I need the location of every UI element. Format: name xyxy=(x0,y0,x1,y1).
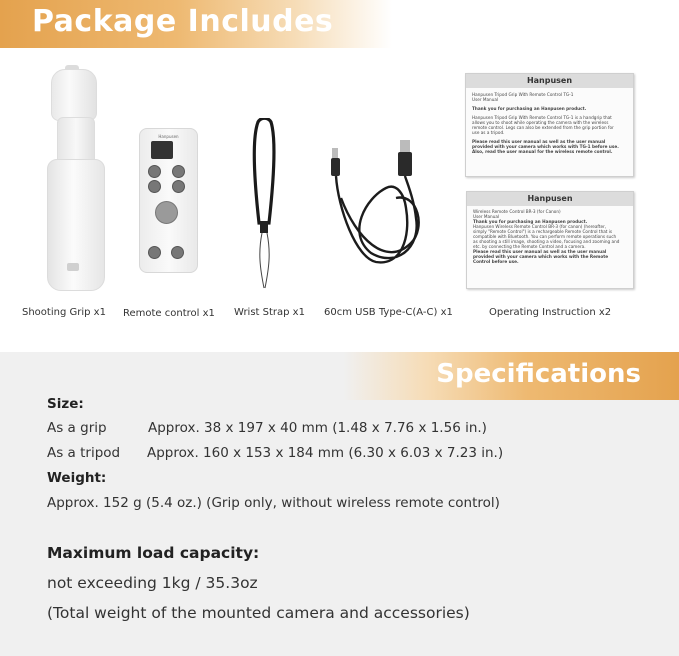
tripod-label: As a tripod xyxy=(47,445,121,461)
manual-brand: Hanpusen xyxy=(466,74,633,88)
max-load-value: not exceeding 1kg / 35.3oz xyxy=(47,574,258,592)
weight-label: Weight: xyxy=(47,470,107,486)
item-label-remote-control: Remote control x1 xyxy=(123,308,215,319)
specifications-banner xyxy=(343,352,679,400)
item-label-operating-instruction: Operating Instruction x2 xyxy=(489,307,612,318)
remote-brand: Hanpusen xyxy=(158,134,179,139)
tripod-value: Approx. 160 x 153 x 184 mm (6.30 x 6.03 x 7.23 in.) xyxy=(147,445,504,461)
specifications-title: Specifications xyxy=(436,359,641,389)
size-label: Size: xyxy=(47,396,84,412)
manual-tripod-grip: Hanpusen Hanpusen Tripod Grip With Remote Control TG-1 User Manual Thank you for purchasing an Hanpusen product. Hanpusen Tripod Grip With Remote Control TG-1 is a handgrip that allows you to shoot while operating the camera with the wireless remote control. Legs can also be extended from the grip portion for use as a tripod. Please read this user manual as well as the user manual provided with your camera which works with TG-1 before use. Also, read the user manual for the wireless remote control. xyxy=(465,73,634,177)
weight-value: Approx. 152 g (5.4 oz.) (Grip only, without wireless remote control) xyxy=(47,495,500,511)
remote-control-image xyxy=(139,128,198,273)
shooting-grip-image xyxy=(43,65,105,290)
grip-value: Approx. 38 x 197 x 40 mm (1.48 x 7.76 x 1.56 in.) xyxy=(148,420,487,436)
wrist-strap-image xyxy=(250,118,280,290)
grip-label: As a grip xyxy=(47,420,107,436)
item-label-shooting-grip: Shooting Grip x1 xyxy=(22,307,106,318)
item-label-wrist-strap: Wrist Strap x1 xyxy=(234,307,305,318)
manual-remote-control: Hanpusen Wireless Remote Control BR-3 (for Canon) User Manual Thank you for purchasing an Hanpusen product. Hanpusen Wireless Remote Control BR-3 (for canon) (hereafter, simply "Remote Control") is a rechargeable Remote Control that is compatible with Bluetooth. You can perform remote operations such as shooting a still image, shooting a video, focusing and zooming and etc. by connecting the Remote Control and a camera. Please read this user manual as well as the user manual provided with your camera which works with the Remote Control before use. xyxy=(466,191,634,289)
max-load-label: Maximum load capacity: xyxy=(47,544,260,562)
item-label-usb-cable: 60cm USB Type-C(A-C) x1 xyxy=(324,307,453,318)
manual-brand: Hanpusen xyxy=(467,192,633,206)
package-includes-title: Package Includes xyxy=(32,4,334,39)
usb-cable-image xyxy=(326,138,444,270)
max-load-note: (Total weight of the mounted camera and accessories) xyxy=(47,604,470,622)
package-includes-banner xyxy=(0,0,392,48)
specifications-section xyxy=(0,352,679,656)
